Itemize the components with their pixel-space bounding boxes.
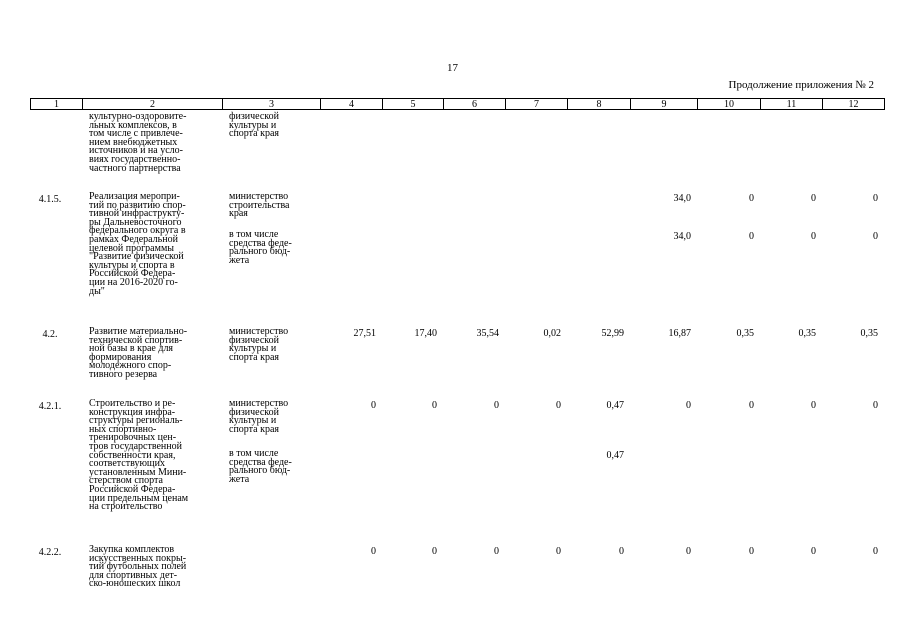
header-col-6: 6 [443,98,506,110]
measure-name-line: тий по развитию спор- [89,199,186,211]
measure-name-line: ско-юношеских школ [89,578,181,590]
header-col-12: 12 [822,98,885,110]
measure-name [89,400,221,512]
measure-name-line: Российской Федера- [89,268,176,280]
executor-line: министерство [229,191,289,202]
measure-name-line: источников и на усло- [89,145,183,157]
value-cell-col-9: 34,0 [673,231,691,242]
measure-name-line: культурно-оздоровите- [89,111,187,122]
value-cell-col-4: 0 [371,400,376,411]
measure-name-line: искусственных покры- [89,552,187,564]
row-number: 4.2.2. [38,547,62,558]
executor-subnote-line: средства феде- [229,456,292,468]
measure-name-line: собственности края, [89,449,176,461]
measure-name-line: частного партнерства [89,162,181,174]
value-cell-col-8: 0,47 [606,400,624,411]
row-number: 4.2.1. [38,401,62,412]
value-cell-col-12: 0 [873,546,878,557]
executor [229,400,319,434]
measure-name-line: Закупка комплектов [89,544,175,555]
measure-name [89,328,221,380]
measure-name-line: на строительство [89,501,163,513]
value-cell-col-7: 0 [556,546,561,557]
row-number: 4.1.5. [38,194,62,205]
row-number: 4.2. [42,329,58,340]
executor-subnote [229,231,319,265]
executor-subnote-line: средства феде- [229,237,292,249]
header-col-4: 4 [320,98,383,110]
value-cell-col-8: 0,47 [606,450,624,461]
measure-name-line: федерального округа в [89,225,186,237]
value-cell-col-9: 16,87 [668,328,691,339]
header-col-2: 2 [82,98,223,110]
executor-line: края [229,208,248,220]
executor-line: спорта края [229,351,279,363]
value-cell-col-4: 27,51 [353,328,376,339]
measure-name-line: ции предельным ценам [89,492,189,504]
measure-name [89,546,221,589]
measure-name-line: виях государственно- [89,153,181,165]
value-cell-col-12: 0 [873,193,878,204]
measure-name-line: стерством спорта [89,475,163,487]
executor [229,328,319,362]
value-cell-col-5: 0 [432,400,437,411]
value-cell-col-10: 0 [749,400,754,411]
measure-name-line: рамках Федеральной [89,233,178,245]
executor-subnote [229,450,319,484]
measure-name-line: нием внебюджетных [89,136,178,148]
measure-name-line: том числе с привлече- [89,128,183,140]
value-cell-col-11: 0,35 [798,328,816,339]
executor-subnote-line: в том числе [229,229,279,240]
executor [229,113,319,139]
measure-name-line: формирования [89,351,152,363]
measure-name-line: Строительство и ре- [89,398,176,409]
value-cell-col-6: 0 [494,400,499,411]
value-cell-col-8: 52,99 [601,328,624,339]
measure-name-line: для спортивных дет- [89,569,178,581]
value-cell-col-7: 0 [556,400,561,411]
page-number: 17 [447,62,458,74]
measure-name-line: тивного резерва [89,368,158,380]
measure-name [89,193,221,296]
value-cell-col-11: 0 [811,231,816,242]
header-col-9: 9 [630,98,698,110]
value-cell-col-4: 0 [371,546,376,557]
value-cell-col-9: 34,0 [673,193,691,204]
measure-name-line: ных спортивно- [89,423,157,435]
measure-name-line: Развитие материально- [89,326,188,337]
executor-line: культуры и [229,119,277,131]
measure-name-line: тренировочных цен- [89,432,177,444]
measure-name-line: ды" [89,285,105,297]
executor-subnote-line: рального бюд- [229,246,291,258]
executor-subnote-line: в том числе [229,448,279,459]
measure-name-line: молодежного спор- [89,360,172,372]
measure-name-line: ции на 2016-2020 го- [89,276,178,288]
value-cell-col-9: 0 [686,400,691,411]
value-cell-col-10: 0 [749,193,754,204]
measure-name-line: льных комплексов, в [89,119,177,131]
measure-name-line: ной базы в крае для [89,343,174,355]
measure-name [89,113,221,173]
value-cell-col-11: 0 [811,193,816,204]
measure-name-line: ры Дальневосточного [89,216,182,228]
executor-line: строительства [229,199,290,211]
measure-name-line: культуры и спорта в [89,259,175,271]
executor-line: физической [229,406,279,418]
header-col-8: 8 [567,98,631,110]
executor-line: спорта края [229,423,279,435]
executor-subnote-line: жета [229,254,250,266]
measure-name-line: структуры региональ- [89,415,183,427]
measure-name-line: конструкция инфра- [89,406,176,418]
value-cell-col-10: 0 [749,231,754,242]
executor-line: культуры и [229,415,277,427]
executor-line: министерство [229,398,289,409]
value-cell-col-10: 0 [749,546,754,557]
value-cell-col-8: 0 [619,546,624,557]
header-col-3: 3 [222,98,321,110]
value-cell-col-12: 0 [873,231,878,242]
value-cell-col-6: 0 [494,546,499,557]
value-cell-col-10: 0,35 [736,328,754,339]
measure-name-line: тий футбольных полей [89,561,187,573]
executor-line: спорта края [229,128,279,140]
value-cell-col-5: 0 [432,546,437,557]
executor-subnote-line: рального бюд- [229,465,291,477]
header-col-1: 1 [30,98,83,110]
value-cell-col-12: 0,35 [860,328,878,339]
executor-line: физической [229,111,279,122]
value-cell-col-12: 0 [873,400,878,411]
continuation-label: Продолжение приложения № 2 [728,79,874,91]
measure-name-line: "Развитие физической [89,251,184,263]
value-cell-col-11: 0 [811,546,816,557]
measure-name-line: Реализация меропри- [89,191,180,202]
value-cell-col-5: 17,40 [414,328,437,339]
header-col-5: 5 [382,98,444,110]
measure-name-line: тров государственной [89,440,182,452]
executor-subnote-line: жета [229,473,250,485]
executor-line: культуры и [229,343,277,355]
value-cell-col-9: 0 [686,546,691,557]
value-cell-col-7: 0,02 [543,328,561,339]
header-col-10: 10 [697,98,761,110]
executor-line: физической [229,334,279,346]
measure-name-line: соответствующих [89,458,165,470]
executor [229,193,319,219]
header-col-11: 11 [760,98,823,110]
measure-name-line: целевой программы [89,242,174,254]
executor-line: министерство [229,326,289,337]
value-cell-col-6: 35,54 [476,328,499,339]
measure-name-line: Российской Федера- [89,483,176,495]
measure-name-line: установленным Мини- [89,466,187,478]
header-col-7: 7 [505,98,568,110]
measure-name-line: тивной инфраструкту- [89,208,185,220]
measure-name-line: технической спортив- [89,334,183,346]
value-cell-col-11: 0 [811,400,816,411]
